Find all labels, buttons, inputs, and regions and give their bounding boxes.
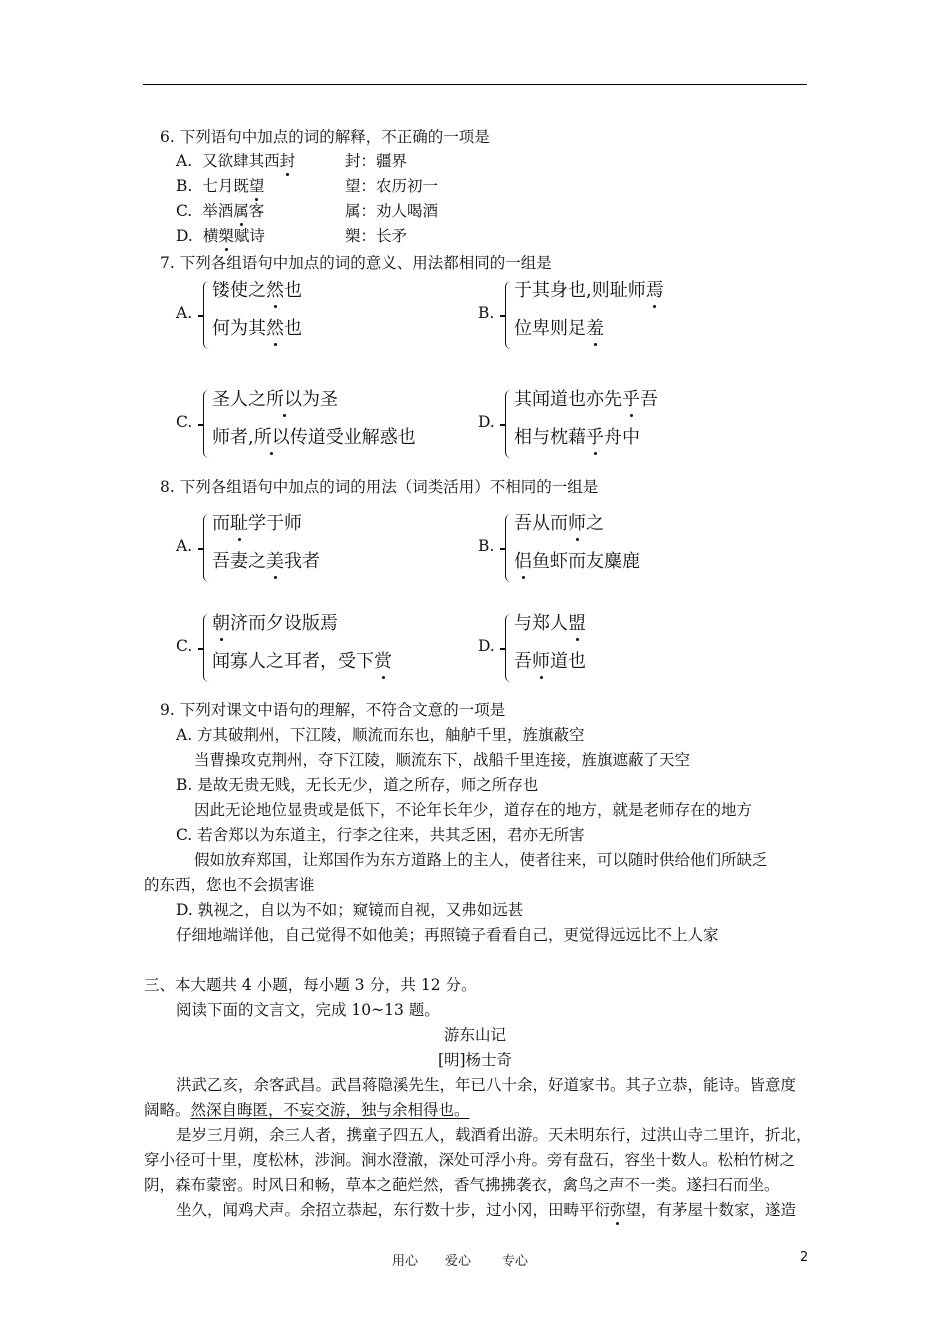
dotted-word: 侣 [514, 551, 532, 572]
q6-option [176, 226, 265, 246]
section-3-heading: 三、本大题共 4 小题，每小题 3 分，共 12 分。 [144, 976, 477, 994]
q7-option-c-brace [203, 390, 210, 458]
section-3-intro: 阅读下面的文言文，完成 10~13 题。 [176, 1001, 440, 1019]
q9-option-c-translation-1: 假如放弃郑国，让郑国作为东方道路上的主人，使者往来，可以随时供给他们所缺乏 [194, 851, 768, 869]
q6-option [176, 176, 264, 196]
q9-option-a: A. 方其破荆州，下江陵，顺流而东也，舳舻千里，旌旗蔽空 [176, 726, 585, 744]
option-letter: D. [176, 227, 193, 245]
option-letter: A. [176, 152, 193, 170]
dotted-char: 弥 [610, 1201, 626, 1219]
q7-option-d-line-1: 其闻道也亦先乎吾 [514, 389, 658, 410]
dotted-word: 乎 [586, 427, 604, 448]
dotted-word: 羞 [586, 318, 604, 339]
q7-option-d-line-2: 相与枕藉乎舟中 [514, 427, 640, 448]
q8-option-b-line-2: 侣鱼虾而友麋鹿 [514, 551, 640, 572]
q7-option-a-label: A. [176, 304, 193, 322]
q8-option-c-line-2: 闻寡人之耳者，受下赏 [212, 651, 392, 672]
dotted-word: 耻 [230, 513, 248, 534]
q7-option-b-brace [505, 281, 512, 349]
q8-option-a-brace [203, 514, 210, 582]
q7-option-b-line-2: 位卑则足羞 [514, 318, 604, 339]
dotted-word: 然 [266, 318, 284, 339]
q7-option-b-line-1: 于其身也,则耻师焉 [514, 280, 664, 301]
q9-option-b-translation: 因此无论地位显贵或是低下，不论年长年少，道存在的地方，就是老师存在的地方 [194, 801, 753, 819]
q7-option-d-brace [505, 390, 512, 458]
option-sentence: 七月既望 [202, 177, 265, 195]
q6-stem: 6. 下列语句中加点的词的解释，不正确的一项是 [160, 128, 490, 146]
q8-option-a-label: A. [176, 537, 193, 555]
passage-p3-line1: 坐久，闻鸡犬声。余招立恭起，东行数十步，过小冈，田畴平衍弥望，有茅屋十数家，遂造 [176, 1201, 797, 1219]
q8-option-b-line-1: 吾从而师之 [514, 513, 604, 534]
dotted-word: 朝 [212, 613, 230, 634]
q6-option [176, 151, 295, 171]
q8-option-c-line-1: 朝济而夕设版焉 [212, 613, 338, 634]
q7-stem: 7. 下列各组语句中加点的词的意义、用法都相同的一组是 [160, 254, 552, 272]
dotted-char: 属 [233, 202, 249, 220]
dotted-char: 封 [279, 152, 296, 170]
q8-stem: 8. 下列各组语句中加点的词的用法（词类活用）不相同的一组是 [160, 478, 599, 496]
q7-option-a-line-1: 镂使之然也 [212, 280, 302, 301]
dotted-char: 槊 [218, 227, 234, 245]
dotted-word: 美 [266, 551, 284, 572]
dotted-word: 赏 [374, 651, 392, 672]
q9-option-b: B. 是故无贵无贱，无长无少，道之所存，师之所存也 [176, 776, 539, 794]
q9-option-d-translation: 仔细地端详他，自己觉得不如他美；再照镜子看看自己，更觉得远远比不上人家 [176, 926, 719, 944]
passage-p1-line1: 洪武乙亥，余客武昌。武昌蒋隐溪先生，年已八十余，好道家书。其子立恭，能诗。皆意度 [176, 1076, 797, 1094]
dotted-word: 焉 [645, 280, 664, 301]
q9-stem: 9. 下列对课文中语句的理解，不符合文意的一项是 [160, 701, 506, 719]
dotted-word: 所以 [253, 427, 290, 448]
dotted-word: 师 [532, 651, 550, 672]
passage-p2-line3: 阴，森布蒙密。时风日和畅，草本之葩烂然，香气拂拂袭衣，禽鸟之声不一类。遂扫石而坐。 [144, 1176, 780, 1194]
dotted-word: 乎 [622, 389, 640, 410]
q7-option-c-label: C. [176, 413, 193, 431]
option-gloss: 属：劝人喝酒 [345, 202, 439, 220]
dotted-word: 然 [266, 280, 284, 301]
option-sentence: 又欲肆其西封 [202, 152, 296, 170]
q7-option-c-line-2: 师者,所以传道受业解惑也 [212, 427, 416, 448]
passage-author: [明]杨士奇 [437, 1051, 513, 1069]
page-number: 2 [800, 1250, 809, 1265]
q8-option-d-label: D. [478, 637, 495, 655]
q7-option-a-line-2: 何为其然也 [212, 318, 302, 339]
q8-option-d-line-2: 吾师道也 [514, 651, 586, 672]
option-gloss: 封：疆界 [345, 152, 408, 170]
option-gloss: 望：农历初一 [345, 177, 439, 195]
underlined-sentence: 然深自晦匿，不妄交游，独与余相得也。 [190, 1101, 470, 1119]
q9-option-c-translation-2: 的东西，您也不会损害谁 [144, 876, 315, 894]
passage-p1-line2: 阔略。然深自晦匿，不妄交游，独与余相得也。 [144, 1101, 470, 1119]
q7-option-b-label: B. [478, 304, 495, 322]
q8-option-c-label: C. [176, 637, 193, 655]
q9-option-d: D. 孰视之，自以为不如；窥镜而自视，又弗如远甚 [176, 901, 524, 919]
passage-title: 游东山记 [443, 1026, 506, 1044]
q7-option-a-brace [203, 281, 210, 349]
footer-right: 专心 [502, 1254, 529, 1269]
dotted-word: 所以 [266, 389, 302, 410]
q8-option-b-brace [505, 514, 512, 582]
footer-mid: 爱心 [445, 1254, 472, 1269]
option-gloss: 槊：长矛 [345, 227, 408, 245]
q8-option-c-brace [203, 614, 210, 682]
dotted-char: 望 [248, 177, 265, 195]
footer-left: 用心 [392, 1254, 419, 1269]
dotted-word: 师 [568, 513, 586, 534]
q8-option-b-label: B. [478, 537, 495, 555]
header-rule [143, 84, 807, 85]
dotted-word: 盟 [568, 613, 586, 634]
q9-option-c: C. 若舍郑以为东道主，行李之往来，共其乏困，君亦无所害 [176, 826, 585, 844]
option-sentence: 横槊赋诗 [202, 227, 265, 245]
option-letter: B. [176, 177, 193, 195]
passage-p2-line1: 是岁三月朔，余三人者，携童子四五人，载酒肴出游。天未明东行，过洪山寺二里许，折北， [176, 1126, 812, 1144]
q9-option-a-translation: 当曹操攻克荆州，夺下江陵，顺流东下，战船千里连接，旌旗遮蔽了天空 [194, 751, 691, 769]
q7-option-d-label: D. [478, 413, 495, 431]
q8-option-a-line-1: 而耻学于师 [212, 513, 302, 534]
q6-option [176, 201, 264, 221]
option-sentence: 举酒属客 [202, 202, 265, 220]
option-letter: C. [176, 202, 193, 220]
q8-option-a-line-2: 吾妻之美我者 [212, 551, 320, 572]
q8-option-d-brace [505, 614, 512, 682]
passage-p2-line2: 穿小径可十里，度松林，涉涧。涧水澄澈，深处可浮小舟。旁有盘石，容坐十数人。松柏竹树之 [144, 1151, 796, 1169]
q8-option-d-line-1: 与郑人盟 [514, 613, 586, 634]
q7-option-c-line-1: 圣人之所以为圣 [212, 389, 338, 410]
